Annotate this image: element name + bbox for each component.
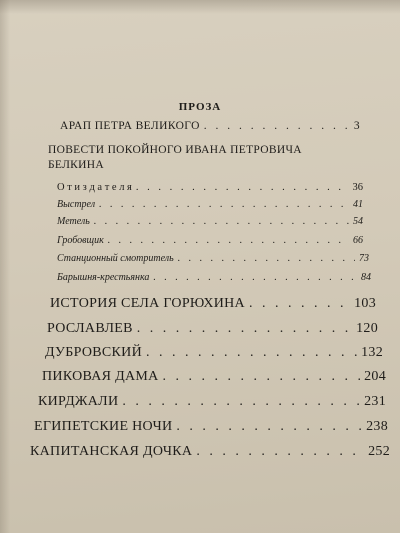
section-title: ПРОЗА [178,101,222,113]
toc-group-title-line: БЕЛКИНА [48,159,104,171]
dot-leader [137,321,352,337]
toc-subentry [57,199,363,210]
toc-subentry [57,216,363,227]
toc-subentry [57,253,369,264]
toc-subentry-page: 73 [359,253,369,264]
dot-leader [163,369,361,385]
toc-entry [34,419,388,435]
toc-subentry [57,235,363,246]
dot-leader [108,235,349,246]
toc-subentry [57,182,363,193]
toc-entry-title: ЕГИПЕТСКИЕ НОЧИ [34,419,173,434]
toc-subentry-title: Станционный смотритель [57,253,174,264]
toc-entry-page: 103 [354,296,376,311]
toc-entry [30,444,390,460]
dot-leader [99,199,349,210]
toc-entry [38,394,386,410]
toc-group-title [48,143,302,173]
toc-entry [50,296,376,312]
toc-entry [45,345,383,361]
toc-subentry-title: Выстрел [57,199,96,210]
toc-entry-title: РОСЛАВЛЕВ [47,321,133,336]
toc-entry-page: 132 [361,345,383,360]
toc-entry-title: КИРДЖАЛИ [38,394,119,409]
toc-entry-title: ДУБРОВСКИЙ [45,345,142,360]
dot-leader [136,182,349,193]
toc-subentry-page: 66 [353,235,363,246]
dot-leader [146,345,357,361]
toc-entry-page: 204 [364,369,386,384]
toc-subentry-title: Гробовщик [57,235,104,246]
toc-entry-title: ИСТОРИЯ СЕЛА ГОРЮХИНА [50,296,245,311]
page-shadow-left [0,0,10,533]
dot-leader [94,216,349,227]
toc-entry [60,120,360,132]
toc-subentry-page: 84 [361,272,371,283]
toc-entry-page: 120 [356,321,378,336]
dot-leader [249,296,350,312]
toc-entry-page: 3 [353,120,360,132]
toc-entry-page: 231 [364,394,386,409]
toc-entry-title: ПИКОВАЯ ДАМА [42,369,159,384]
toc-entry [42,369,386,385]
dot-leader [178,253,355,264]
dot-leader [196,444,364,460]
toc-subentry-title: Барышня-крестьянка [57,272,150,283]
page-shadow-top [0,0,400,14]
toc-subentry-title: Метель [57,216,90,227]
toc-subentry-title: О т и з д а т е л я [57,182,132,193]
toc-subentry-page: 54 [353,216,363,227]
dot-leader [122,394,360,410]
toc-subentry-page: 36 [352,182,363,193]
dot-leader [153,272,357,283]
dot-leader [204,120,350,132]
toc-subentry [57,272,371,283]
toc-subentry-page: 41 [353,199,363,210]
toc-entry [47,321,378,337]
toc-entry-page: 238 [366,419,388,434]
toc-entry-title: АРАП ПЕТРА ВЕЛИКОГО [60,120,200,132]
toc-entry-title: КАПИТАНСКАЯ ДОЧКА [30,444,193,459]
dot-leader [176,419,362,435]
toc-group-title-line: ПОВЕСТИ ПОКОЙНОГО ИВАНА ПЕТРОВИЧА [48,144,302,156]
toc-entry-page: 252 [368,444,390,459]
